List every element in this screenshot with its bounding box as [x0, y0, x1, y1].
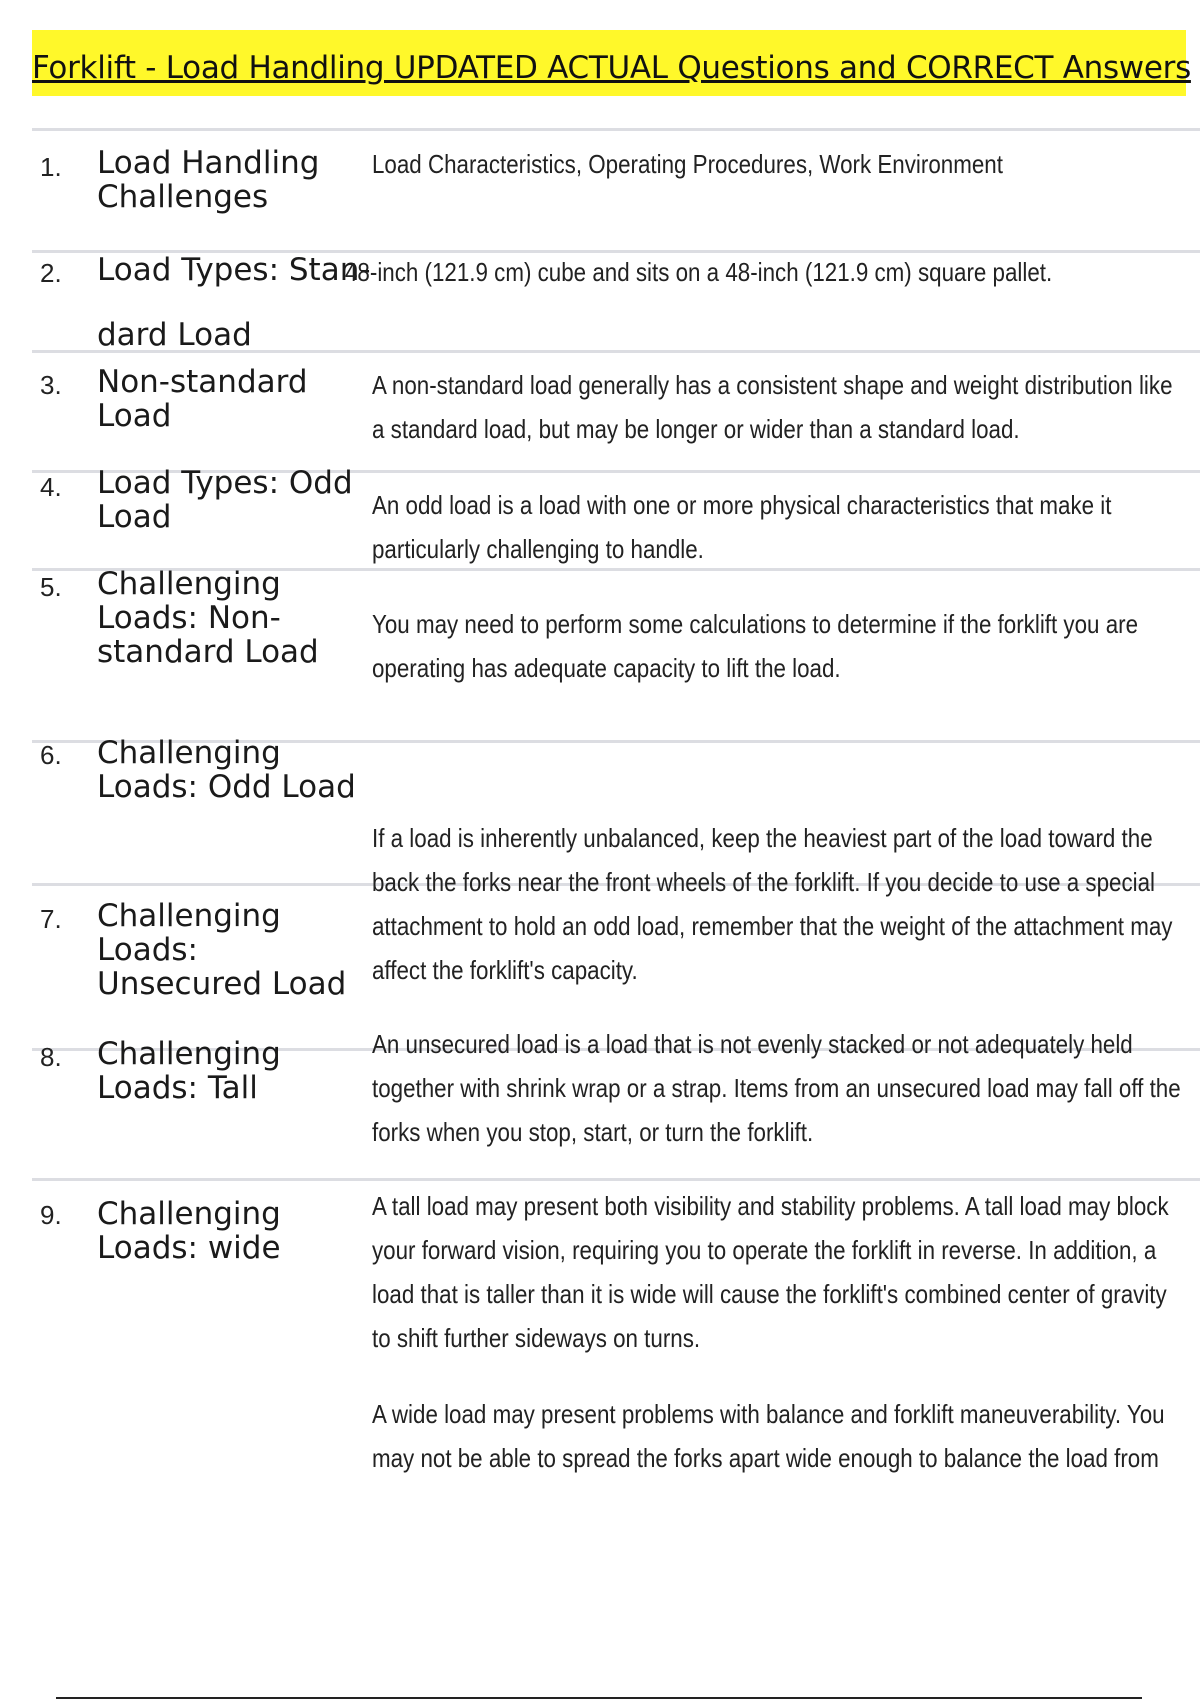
- item-number: 4.: [40, 472, 62, 502]
- item-number: 8.: [40, 1042, 62, 1072]
- item-number: 9.: [40, 1200, 62, 1230]
- item-number: 3.: [40, 370, 62, 400]
- item-answer: A tall load may present both visibility and stability problems. A tall load may block your forward vision, requiring you to operate the forklift in reverse. In addition, a load that is taller than it is wide will cause the forklift's combined center of gravity to shift further sideways on turns.: [372, 1191, 1169, 1353]
- item-answer: Load Characteristics, Operating Procedures, Work Environment: [372, 149, 1003, 179]
- item-term: Non-standard Load: [97, 364, 308, 434]
- item-term: Challenging Loads: Non-standard Load: [97, 566, 319, 670]
- item-term: Load Types: Odd Load: [97, 465, 353, 535]
- item-number: 1.: [40, 152, 62, 182]
- item-term: Load Handling Challenges: [97, 145, 320, 215]
- item-answer: 48-inch (121.9 cm) cube and sits on a 48-inch (121.9 cm) square pallet.: [345, 257, 1053, 287]
- item-answer: An odd load is a load with one or more physical characteristics that make it particularly challenging to handle.: [372, 490, 1112, 564]
- item-term: Challenging Loads: Unsecured Load: [97, 898, 347, 1002]
- row-divider: [32, 1178, 1200, 1181]
- document-title: Forklift - Load Handling UPDATED ACTUAL Questions and CORRECT Answers: [32, 50, 1191, 86]
- item-term: Load Types: Stan-: [97, 252, 371, 288]
- item-answer: An unsecured load is a load that is not evenly stacked or not adequately held together with shrink wrap or a strap. Items from an unsecured load may fall off the forks when you stop, start, or turn the forklift.: [372, 1029, 1181, 1147]
- item-answer: A non-standard load generally has a consistent shape and weight distribution like a standard load, but may be longer or wider than a standard load.: [372, 370, 1173, 444]
- item-number: 2.: [40, 258, 62, 288]
- item-number: 6.: [40, 740, 62, 770]
- item-number: 7.: [40, 904, 62, 934]
- item-term: Challenging Loads: wide: [97, 1196, 281, 1266]
- item-number: 5.: [40, 572, 62, 602]
- item-answer: A wide load may present problems with balance and forklift maneuverability. You may not be able to spread the forks apart wide enough to balance the load from: [372, 1399, 1165, 1473]
- item-term: Challenging Loads: Tall: [97, 1036, 281, 1106]
- item-answer: If a load is inherently unbalanced, keep the heaviest part of the load toward the back the forks near the front wheels of the forklift. If you decide to use a special attachment to hold an odd load, remember that the weight of the attachment may affect the forklift's capacity.: [372, 823, 1173, 985]
- item-term-continued: dard Load: [97, 317, 252, 353]
- item-answer: You may need to perform some calculations to determine if the forklift you are operating has adequate capacity to lift the load.: [372, 609, 1139, 683]
- footer-rule: [56, 1697, 1142, 1699]
- item-term: Challenging Loads: Odd Load: [97, 735, 356, 805]
- row-divider: [32, 128, 1200, 131]
